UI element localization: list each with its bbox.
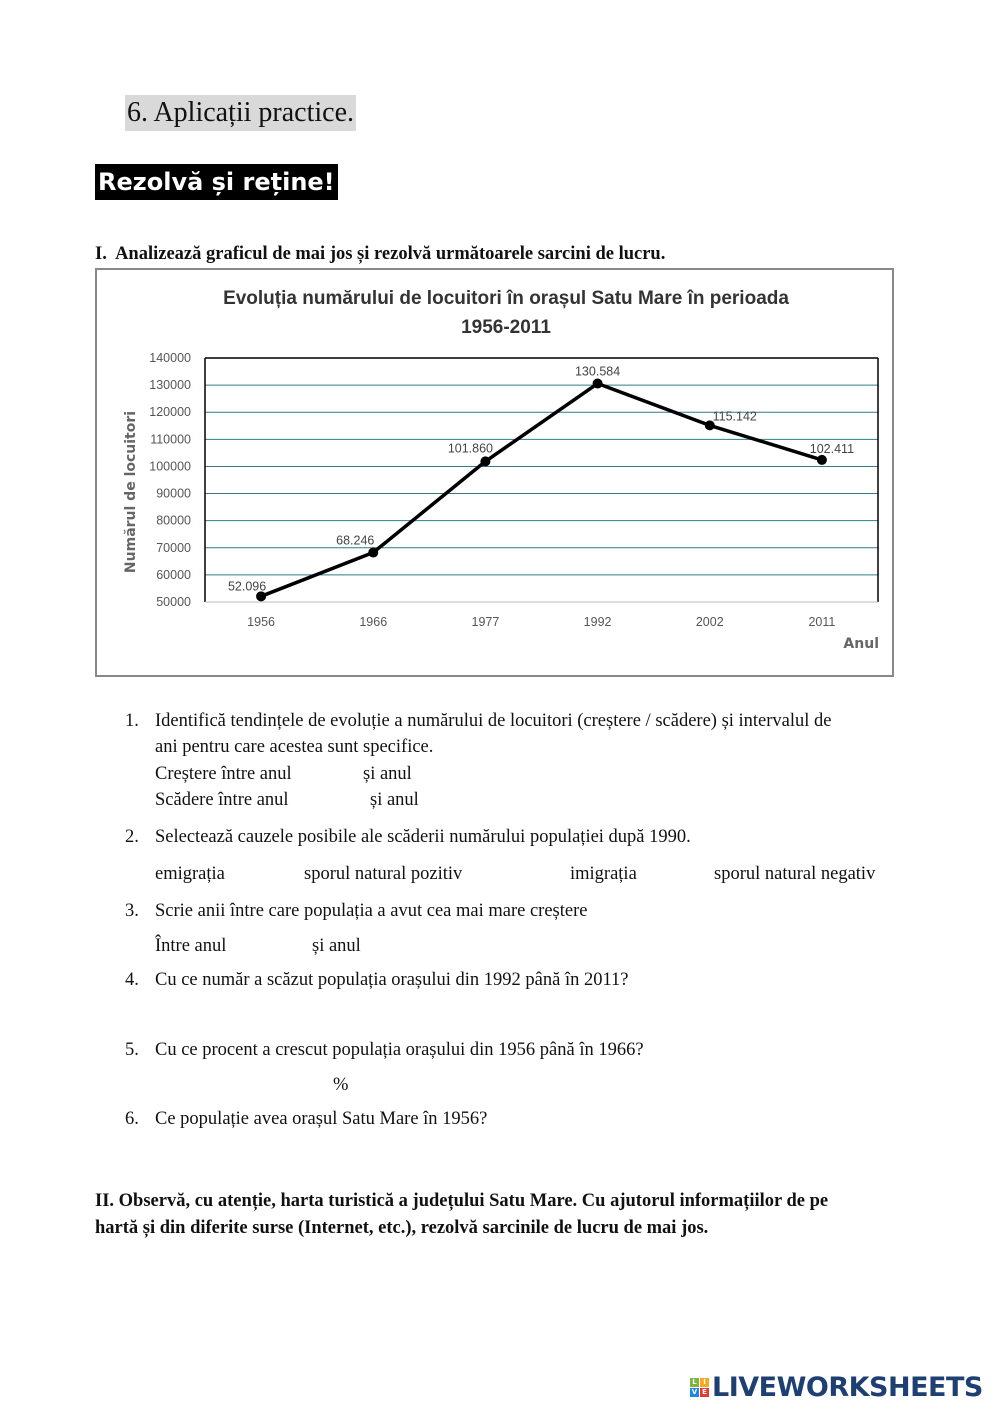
part2-text: Observă, cu atenție, harta turistică a județului Satu Mare. Cu ajutorul informațiilor de pe (118, 1191, 829, 1211)
data-label: 115.142 (712, 409, 757, 424)
question-5-text: Cu ce procent a crescut populația orașului din 1956 până în 1966? (155, 1040, 644, 1060)
question-1 (125, 711, 139, 732)
chart-title-line2: 1956-2011 (461, 317, 551, 338)
option-imigratia[interactable]: imigrația (570, 864, 637, 884)
data-point (593, 379, 603, 389)
x-tick-label: 1956 (247, 615, 275, 629)
part2-number: II. (95, 1191, 115, 1211)
q1-decline-label2: și anul (370, 790, 419, 810)
x-tick-label: 1966 (359, 615, 388, 629)
data-label: 130.584 (574, 364, 621, 379)
part1-instruction (95, 244, 665, 265)
population-chart (95, 268, 894, 677)
q5-percent-unit: % (333, 1075, 349, 1095)
data-point (368, 548, 378, 558)
banner-heading: Rezolvă și reține! (95, 164, 338, 200)
y-tick-label: 60000 (156, 567, 191, 582)
logo-text: LIVEWORKSHEETS (712, 1372, 983, 1403)
question-4-number: 4. (125, 970, 139, 990)
data-label: 52.096 (227, 579, 267, 594)
liveworksheets-logo (690, 1372, 983, 1403)
option-emigratia[interactable]: emigrația (155, 864, 225, 884)
y-tick-label: 120000 (149, 405, 191, 420)
q1-decline-label: Scădere între anul (155, 790, 289, 810)
y-tick-label: 50000 (156, 595, 191, 609)
x-axis-label: Anul (843, 636, 879, 652)
question-1-text: Identifică tendințele de evoluție a numărului de locuitori (creștere / scădere) și intervalul de (155, 711, 832, 731)
data-point (817, 455, 827, 465)
y-tick-label: 100000 (149, 459, 191, 474)
option-spor-pozitiv[interactable]: sporul natural pozitiv (304, 864, 463, 884)
x-tick-label: 2011 (808, 615, 836, 629)
q1-growth-label2: și anul (363, 764, 412, 784)
y-tick-label: 70000 (156, 540, 191, 555)
question-1-text2: ani pentru care acestea sunt specifice. (155, 737, 434, 757)
part1-number: I. (95, 244, 107, 264)
part1-text: Analizează graficul de mai jos și rezolvă următoarele sarcini de lucru. (115, 244, 666, 264)
x-tick-label: 1977 (471, 615, 500, 629)
question-2-text: Selectează cauzele posibile ale scăderii numărului populației după 1990. (155, 827, 691, 847)
question-6-number: 6. (125, 1109, 139, 1129)
x-tick-label: 1992 (583, 615, 612, 629)
data-label: 102.411 (809, 441, 855, 456)
x-tick-label: 2002 (695, 615, 724, 629)
part2-line1 (95, 1191, 828, 1212)
question-4-text: Cu ce număr a scăzut populația orașului din 1992 până în 2011? (155, 970, 629, 990)
chart-title: Evoluția numărului de locuitori în orașul Satu Mare în perioada (223, 288, 789, 309)
question-3-text: Scrie anii între care populația a avut cea mai mare creștere (155, 901, 588, 921)
y-axis-label: Numărul de locuitori (123, 410, 139, 574)
y-tick-label: 110000 (150, 432, 191, 447)
part2-line2: hartă și din diferite surse (Internet, etc.), rezolvă sarcinile de lucru de mai jos. (95, 1218, 709, 1238)
question-2-number: 2. (125, 827, 139, 847)
q3-label2: și anul (312, 936, 361, 956)
live-badge-icon: L I V E (690, 1378, 709, 1397)
question-6-text: Ce populație avea orașul Satu Mare în 1956? (155, 1109, 488, 1129)
option-spor-negativ[interactable]: sporul natural negativ (714, 864, 876, 884)
chart-svg (97, 270, 896, 679)
data-label: 101.860 (447, 441, 494, 456)
y-tick-label: 130000 (149, 378, 191, 393)
q1-growth-label: Creștere între anul (155, 764, 292, 784)
question-3-number: 3. (125, 901, 139, 921)
y-tick-label: 80000 (156, 513, 191, 528)
question-5-number: 5. (125, 1040, 139, 1060)
data-point (480, 456, 490, 466)
y-tick-label: 140000 (149, 351, 191, 365)
q3-label: Între anul (155, 936, 227, 956)
data-label: 68.246 (336, 533, 375, 548)
q-number: 1. (125, 711, 139, 731)
y-tick-label: 90000 (156, 486, 191, 501)
section-title: 6. Aplicații practice. (125, 95, 356, 131)
